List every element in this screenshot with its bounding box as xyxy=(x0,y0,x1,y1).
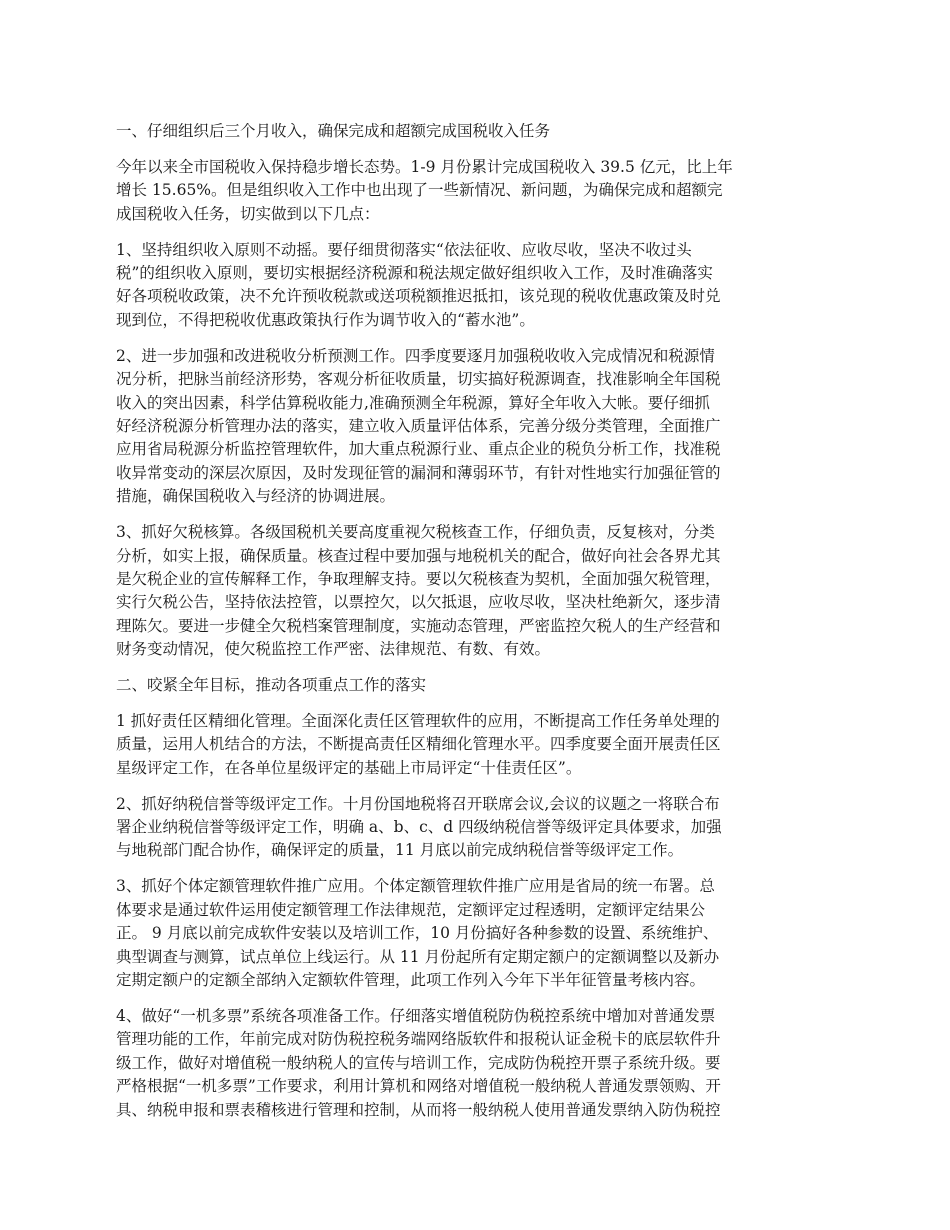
text-line: 收入的突出因素，科学估算税收能力,准确预测全年税源，算好全年收入大帐。要仔细抓 xyxy=(116,393,710,412)
text-line: 星级评定工作，在各单位星级评定的基础上市局评定“十佳责任区”。 xyxy=(116,758,582,777)
text-line: 4、做好“一机多票”系统各项准备工作。仔细落实增值税防伪税控系统中增加对普通发票 xyxy=(116,1006,716,1025)
text-line: 好经济税源分析管理办法的落实，建立收入质量评估体系，完善分级分类管理，全面推广 xyxy=(116,416,721,435)
text-line: 署企业纳税信誉等级评定工作，明确 a、b、c、d 四级纳税信誉等级评定具体要求，加强 xyxy=(116,818,722,837)
body-paragraph xyxy=(116,710,844,780)
text-line: 3、抓好欠税核算。各级国税机关要高度重视欠税核查工作，仔细负责，反复核对，分类 xyxy=(116,523,715,542)
section-heading xyxy=(116,120,844,143)
text-line: 与地税部门配合协作，确保评定的质量，11 月底以前完成纳税信誉等级评定工作。 xyxy=(116,841,684,860)
text-line: 好各项税收政策，决不允许预收税款或送项税额推迟抵扣，该兑现的税收优惠政策及时兑 xyxy=(116,287,721,306)
text-line: 正。 9 月底以前完成软件安装以及培训工作，10 月份搞好各种参数的设置、系统维护、 xyxy=(116,924,719,943)
text-line: 收异常变动的深层次原因，及时发现征管的漏洞和薄弱环节，有针对性地实行加强征管的 xyxy=(116,463,721,482)
text-line: 应用省局税源分析监控管理软件，加大重点税源行业、重点企业的税负分析工作，找准税 xyxy=(116,440,721,459)
text-line: 况分析，把脉当前经济形势，客观分析征收质量，切实搞好税源调查，找准影响全年国税 xyxy=(116,370,721,389)
body-paragraph xyxy=(116,345,844,509)
text-line: 理陈欠。要进一步健全欠税档案管理制度，实施动态管理，严密监控欠税人的生产经营和 xyxy=(116,616,721,635)
text-line: 今年以来全市国税收入保持稳步增长态势。1-9 月份累计完成国税收入 39.5 亿元，比上年 xyxy=(116,157,733,176)
text-line: 2、进一步加强和改进税收分析预测工作。四季度要逐月加强税收收入完成情况和税源情 xyxy=(116,346,715,365)
text-line: 一、仔细组织后三个月收入，确保完成和超额完成国税收入任务 xyxy=(116,122,551,140)
body-paragraph xyxy=(116,875,844,992)
text-line: 定期定额户的定额全部纳入定额软件管理，此项工作列入今年下半年征管量考核内容。 xyxy=(116,971,706,989)
text-line: 是欠税企业的宣传解释工作，争取理解支持。要以欠税核查为契机，全面加强欠税管理， xyxy=(116,569,721,588)
text-line: 级工作，做好对增值税一般纳税人的宣传与培训工作，完成防伪税控开票子系统升级。要 xyxy=(116,1053,721,1072)
document-page xyxy=(116,120,844,1134)
text-line: 3、抓好个体定额管理软件推广应用。个体定额管理软件推广应用是省局的统一布署。总 xyxy=(116,877,715,896)
text-line: 分析，如实上报，确保质量。核查过程中要加强与地税机关的配合，做好向社会各界尤其 xyxy=(116,546,721,565)
text-line: 1、坚持组织收入原则不动摇。要仔细贯彻落实“依法征收、应收尽收，坚决不收过头 xyxy=(116,240,692,259)
text-line: 管理功能的工作，年前完成对防伪税控税务端网络版软件和报税认证金税卡的底层软件升 xyxy=(116,1030,721,1049)
text-line: 税”的组织收入原则，要切实根据经济税源和税法规定做好组织收入工作，及时准确落实 xyxy=(116,264,713,283)
body-paragraph xyxy=(116,1005,844,1122)
text-line: 具、纳税申报和票表稽核进行管理和控制，从而将一般纳税人使用普通发票纳入防伪税控 xyxy=(116,1100,721,1119)
body-paragraph xyxy=(116,239,844,333)
body-paragraph xyxy=(116,156,844,226)
text-line: 严格根据“一机多票”工作要求，利用计算机和网络对增值税一般纳税人普通发票领购、开 xyxy=(116,1077,721,1096)
text-line: 典型调查与测算，试点单位上线运行。从 11 月份起所有定期定额户的定额调整以及新办 xyxy=(116,947,720,966)
text-line: 现到位，不得把税收优惠政策执行作为调节收入的“蓄水池”。 xyxy=(116,310,535,329)
text-line: 增长 15.65%。但是组织收入工作中也出现了一些新情况、新问题，为确保完成和超额完 xyxy=(116,181,723,200)
body-paragraph xyxy=(116,793,844,863)
text-line: 成国税收入任务，切实做到以下几点： xyxy=(116,204,380,223)
section-heading xyxy=(116,674,844,697)
text-line: 实行欠税公告，坚持依法控管，以票控欠，以欠抵退，应收尽收，坚决杜绝新欠，逐步清 xyxy=(116,593,721,612)
body-paragraph xyxy=(116,521,844,661)
text-line: 体要求是通过软件运用使定额管理工作法律规范，定额评定过程透明，定额评定结果公 xyxy=(116,900,706,919)
text-line: 措施，确保国税收入与经济的协调进展。 xyxy=(116,487,396,506)
text-line: 二、咬紧全年目标，推动各项重点工作的落实 xyxy=(116,676,427,695)
text-line: 质量，运用人机结合的方法，不断提高责任区精细化管理水平。四季度要全面开展责任区 xyxy=(116,735,721,754)
text-line: 1 抓好责任区精细化管理。全面深化责任区管理软件的应用，不断提高工作任务单处理的 xyxy=(116,711,720,730)
text-line: 财务变动情况，使欠税监控工作严密、法律规范、有数、有效。 xyxy=(116,640,551,659)
text-line: 2、抓好纳税信誉等级评定工作。十月份国地税将召开联席会议,会议的议题之一将联合布 xyxy=(116,794,720,813)
